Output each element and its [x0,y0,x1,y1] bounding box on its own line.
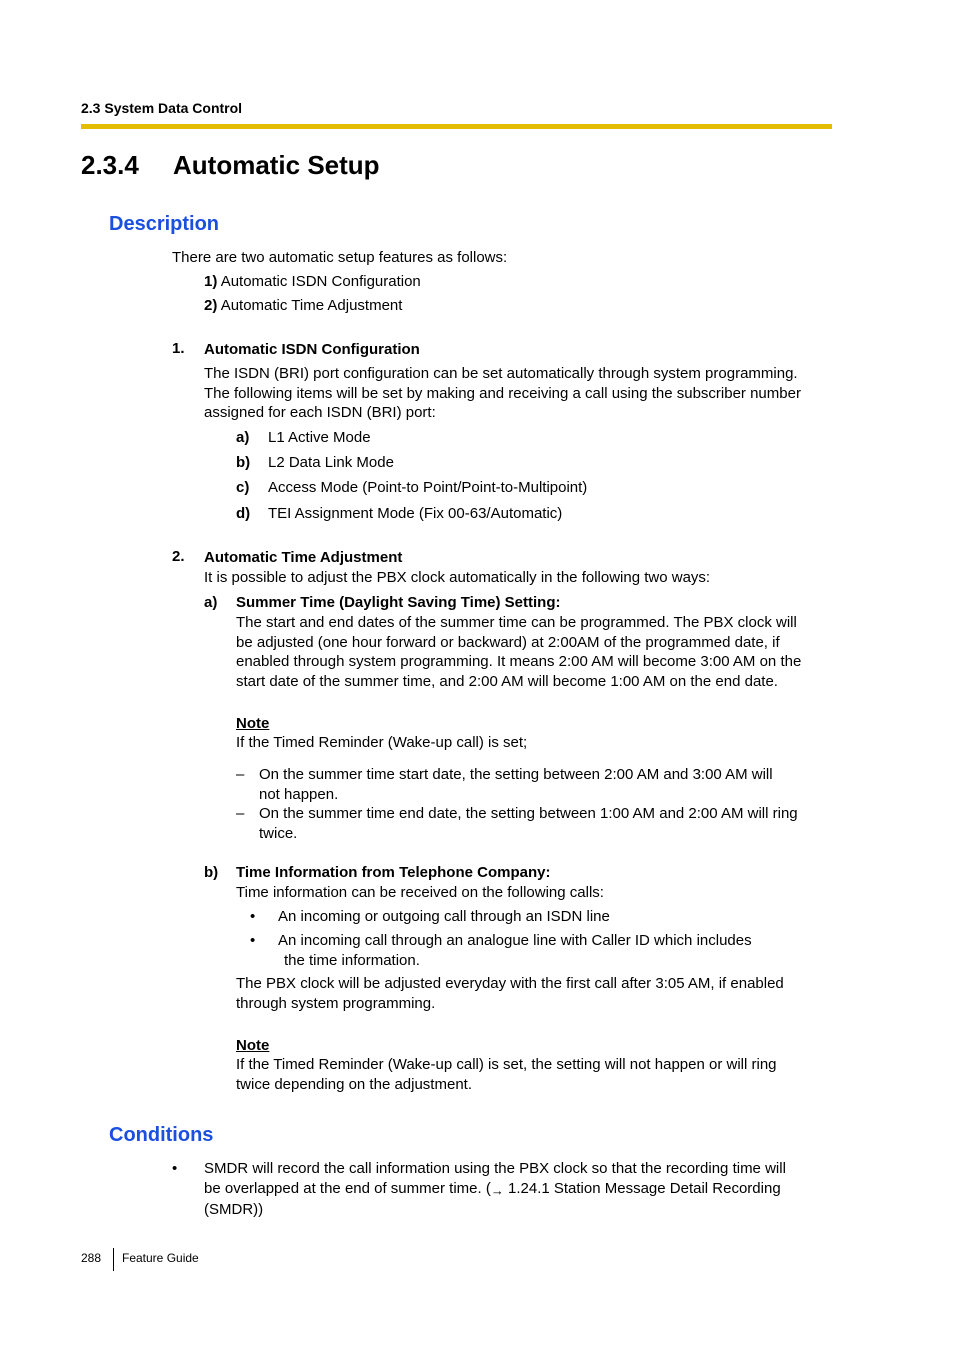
condition-text: be overlapped at the end of summer time. ( [204,1179,491,1197]
body-line: The start and end dates of the summer time can be programmed. The PBX clock will [236,614,797,631]
note-line: twice depending on the adjustment. [236,1075,472,1093]
item-label: c) [236,479,250,496]
body-line: start date of the summer time, and 2:00 AM will become 1:00 AM on the end date. [236,672,778,690]
note-body [236,1055,777,1094]
feature-item [204,273,421,290]
condition-line: SMDR will record the call information using the PBX clock so that the recording time will [204,1160,786,1177]
bullet-mark: • [172,1160,178,1177]
condition-line [204,1179,786,1201]
body-line: The following items will be set by making and receiving a call using the subscriber number [204,384,801,402]
cross-reference-link[interactable]: 1.24.1 Station Message Detail Recording [508,1179,781,1197]
dash-item [259,765,773,804]
item-text: L1 Active Mode [268,429,371,446]
item-text: Access Mode (Point-to Point/Point-to-Multipoint) [268,479,588,496]
page-number: 288 [81,1251,102,1265]
section2-intro: It is possible to adjust the PBX clock automatically in the following two ways: [204,569,711,586]
body-line: enabled through system programming. It means 2:00 AM will become 3:00 AM on the [236,653,802,670]
subitem-a-title: Summer Time (Daylight Saving Time) Setting: [236,594,561,611]
running-head: 2.3 System Data Control [81,100,243,116]
body-line: The ISDN (BRI) port configuration can be set automatically through system programming. [204,365,798,382]
feature-label: 1) [204,273,218,290]
subitem-b-label: b) [204,864,219,881]
feature-item [204,297,402,314]
subitem-a-body [236,613,801,691]
description-intro: There are two automatic setup features as follows: [172,249,508,266]
description-heading: Description [109,213,220,235]
feature-label: 2) [204,297,218,314]
note-intro: If the Timed Reminder (Wake-up call) is set; [236,734,528,751]
note-heading: Note [236,715,270,732]
feature-text: Automatic Time Adjustment [220,297,403,314]
dash-line: not happen. [259,785,339,803]
bullet-text: An incoming or outgoing call through an ISDN line [278,908,610,925]
item-label: d) [236,505,251,522]
section-number: 2.3.4 [81,150,139,180]
section-title: Automatic Setup [173,150,380,180]
bullet-line: An incoming call through an analogue line with Caller ID which includes [278,932,752,949]
note-heading: Note [236,1037,270,1054]
body-line: The PBX clock will be adjusted everyday with the first call after 3:05 AM, if enabled [236,975,784,992]
section2-title: Automatic Time Adjustment [204,549,403,566]
arrow-right-icon: → [490,1182,504,1198]
page-title [81,150,380,181]
condition-line: (SMDR)) [204,1201,264,1218]
header-rule [81,124,832,129]
bullet-mark: • [250,908,256,925]
dash-line: On the summer time end date, the setting between 1:00 AM and 2:00 AM will ring [259,805,798,822]
item-label: a) [236,429,250,446]
bullet-line: the time information. [284,951,420,969]
body-line: assigned for each ISDN (BRI) port: [204,404,436,421]
dash-mark: – [236,805,245,822]
item-text: L2 Data Link Mode [268,454,394,471]
dash-line: On the summer time start date, the setting between 2:00 AM and 3:00 AM will [259,766,773,783]
conditions-heading: Conditions [109,1124,214,1146]
footer-divider [113,1248,114,1271]
subitem-b-title: Time Information from Telephone Company: [236,864,551,881]
item-text: TEI Assignment Mode (Fix 00-63/Automatic) [268,505,563,522]
subitem-b-intro: Time information can be received on the following calls: [236,884,604,901]
section1-number: 1. [172,340,185,357]
section2-number: 2. [172,548,185,565]
note-line: If the Timed Reminder (Wake-up call) is set, the setting will not happen or will ring [236,1056,777,1073]
body-line: through system programming. [236,994,436,1012]
dash-mark: – [236,766,245,783]
dash-line: twice. [259,824,298,842]
body-line: be adjusted (one hour forward or backward) at 2:00AM of the programmed date, if [236,633,780,651]
dash-item [259,804,798,843]
subitem-a-label: a) [204,594,218,611]
conditions-text [204,1159,786,1220]
section1-body [204,364,801,423]
subitem-b-body [236,974,784,1013]
item-label: b) [236,454,251,471]
feature-text: Automatic ISDN Configuration [220,273,421,290]
section1-title: Automatic ISDN Configuration [204,341,420,358]
bullet-mark: • [250,932,256,949]
bullet-text [278,931,752,970]
footer-title: Feature Guide [122,1251,199,1265]
